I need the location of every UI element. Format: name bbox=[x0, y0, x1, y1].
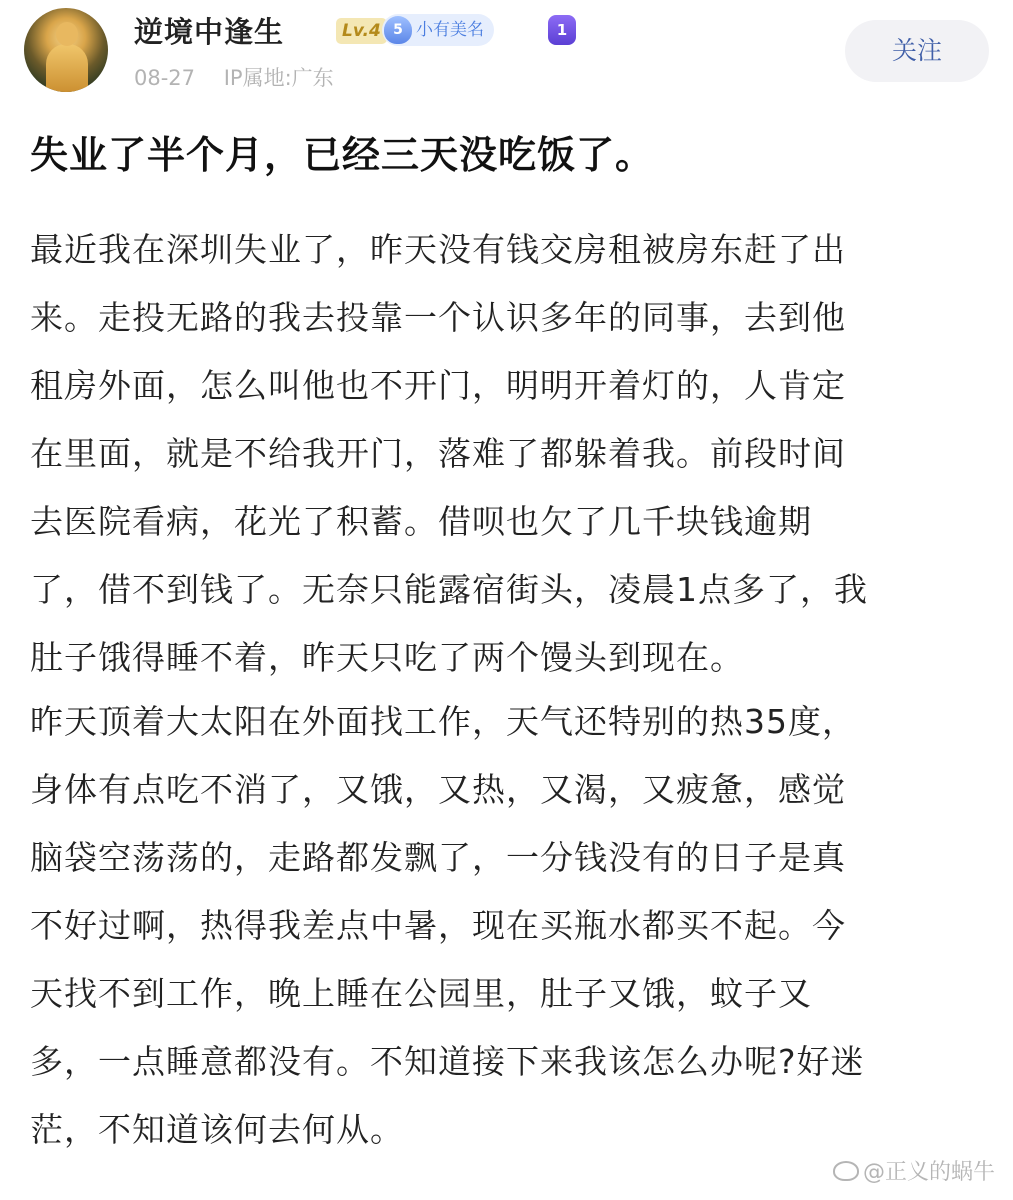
ip-location: IP属地:广东 bbox=[223, 66, 334, 90]
paragraph-line: 租房外面，怎么叫他也不开门，明明开着灯的，人肯定 bbox=[30, 366, 846, 405]
level-badge: Lv.4 bbox=[336, 18, 387, 44]
post-meta bbox=[134, 62, 334, 92]
avatar[interactable] bbox=[24, 8, 108, 92]
paragraph-line: 肚子饿得睡不着，昨天只吃了两个馒头到现在。 bbox=[30, 638, 744, 677]
paragraph-line: 茫，不知道该何去何从。 bbox=[30, 1110, 404, 1149]
author-name[interactable]: 逆境中逢生 bbox=[134, 15, 285, 49]
watermark-text: @正义的蜗牛 bbox=[862, 1160, 995, 1185]
post-date: 08-27 bbox=[134, 66, 196, 90]
paragraph-line: 身体有点吃不消了，又饿，又热，又渴，又疲惫，感觉 bbox=[30, 770, 846, 809]
post-header bbox=[24, 8, 989, 94]
paragraph-line: 了，借不到钱了。无奈只能露宿街头，凌晨1点多了，我 bbox=[30, 570, 868, 609]
paragraph-line: 最近我在深圳失业了，昨天没有钱交房租被房东赶了出 bbox=[30, 230, 846, 269]
extra-badge-icon: 1 bbox=[548, 15, 576, 45]
paragraph-line: 来。走投无路的我去投靠一个认识多年的同事，去到他 bbox=[30, 298, 846, 337]
paragraph-line: 脑袋空荡荡的，走路都发飘了，一分钱没有的日子是真 bbox=[30, 838, 846, 877]
paragraph-line: 去医院看病，花光了积蓄。借呗也欠了几千块钱逾期 bbox=[30, 502, 812, 541]
watermark bbox=[833, 1155, 995, 1186]
fame-shield-icon: 5 bbox=[384, 16, 412, 44]
paragraph-line: 天找不到工作，晚上睡在公园里，肚子又饿，蚊子又 bbox=[30, 974, 812, 1013]
weibo-logo-icon bbox=[833, 1161, 859, 1181]
paragraph-line: 在里面，就是不给我开门，落难了都躲着我。前段时间 bbox=[30, 434, 846, 473]
paragraph-line: 多，一点睡意都没有。不知道接下来我该怎么办呢?好迷 bbox=[30, 1042, 865, 1081]
paragraph-line: 不好过啊，热得我差点中暑，现在买瓶水都买不起。今 bbox=[30, 906, 846, 945]
paragraph-line: 昨天顶着大太阳在外面找工作，天气还特别的热35度， bbox=[30, 702, 856, 741]
post-paragraph-2 bbox=[30, 688, 990, 1164]
post-title: 失业了半个月，已经三天没吃饭了。 bbox=[30, 133, 655, 177]
avatar-figure-head bbox=[56, 22, 78, 46]
fame-badge bbox=[382, 14, 494, 46]
fame-badge-label: 小有美名 bbox=[416, 20, 484, 40]
post-paragraph-1 bbox=[30, 216, 990, 692]
follow-button[interactable]: 关注 bbox=[845, 20, 989, 82]
avatar-figure-body bbox=[46, 44, 88, 92]
